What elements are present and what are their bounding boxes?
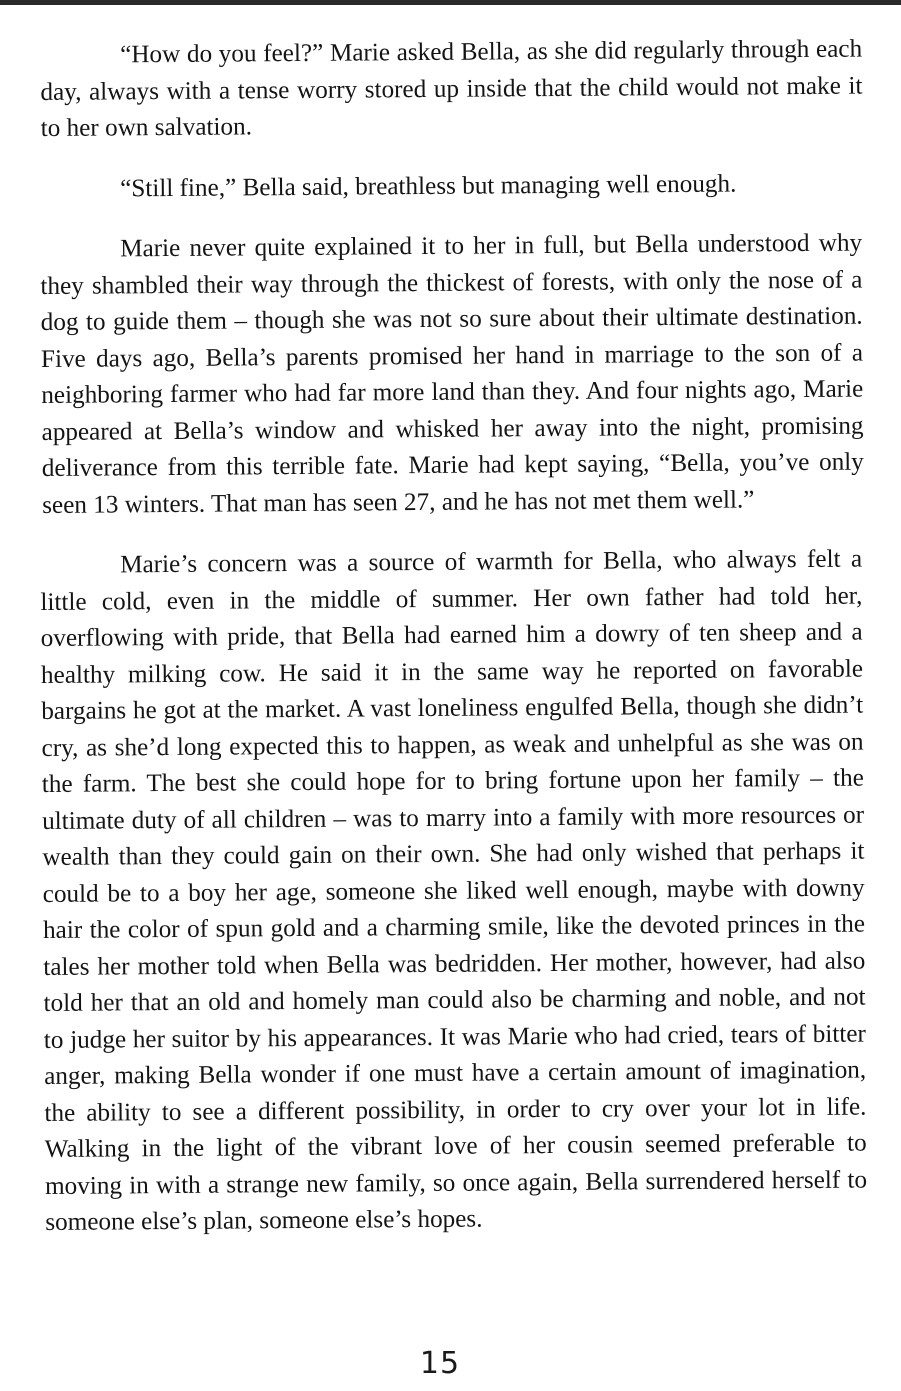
top-border-rule	[0, 0, 901, 5]
paragraph-still-fine: “Still fine,” Bella said, breathless but managing well enough.	[120, 170, 737, 202]
paragraph-maries-concern: Marie’s concern was a source of warmth for Bella, who always felt a little cold, even in the middle of summer. Her own father had told her, overflowing with pride, that Bella had earned him a dowry of ten sheep and a healthy milking cow. He said it in the same way he reported on favorable bargains he got at the market. A vast loneliness engulfed Bella, though she didn’t cry, as she’d long expected this to happen, as weak and unhelpful as she was on the farm. The best she could hope for to bring fortune upon her family – the ultimate duty of all children – was to marry into a family with more resources or wealth than they could gain on their own. She had only wished that perhaps it could be to a boy her age, someone she liked well enough, maybe with downy hair the color of spun gold and a charming smile, like the devoted princes in the tales her mother told when Bella was bedridden. Her mother, however, had also told her that an old and homely man could also be charming and noble, and not to judge her suitor by his appearances. It was Marie who had cried, tears of bitter anger, making Bella wonder if one must have a certain amount of imagination, the ability to see a different possibility, in order to cry over your lot in life. Walking in the light of the vibrant love of her cousin seemed preferable to moving in with a strange new family, so once again, Bella surrendered herself to someone else’s plan, someone else’s hopes.	[40, 545, 868, 1236]
paragraph-how-do-you-feel: “How do you feel?” Marie asked Bella, as she did regularly through each day, always with a tense worry stored up inside that the child would not make it to her own salvation.	[40, 35, 863, 142]
story-text	[40, 35, 868, 1242]
paragraph-marie-explained: Marie never quite explained it to her in full, but Bella understood why they shambled their way through the thickest of forests, with only the nose of a dog to guide them – though she was not so sure about their ultimate destination. Five days ago, Bella’s parents promised her hand in marriage to the son of a neighboring farmer who had far more land than they. And four nights ago, Marie appeared at Bella’s window and whisked her away into the night, promising deliverance from this terrible fate. Marie had kept saying, “Bella, you’ve only seen 13 winters. That man has seen 27, and he has not met them well.”	[40, 229, 864, 519]
page-number: 15	[419, 1346, 461, 1381]
